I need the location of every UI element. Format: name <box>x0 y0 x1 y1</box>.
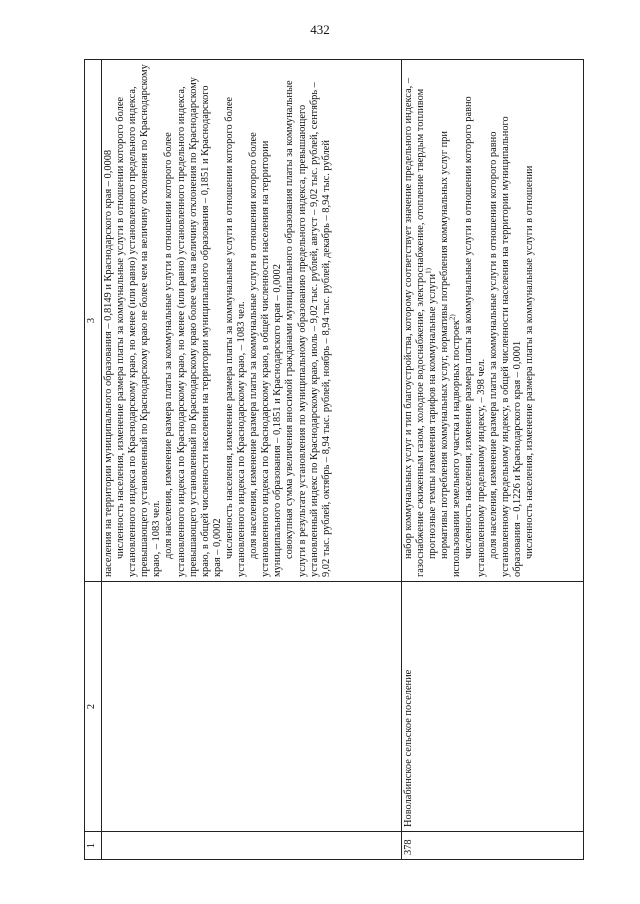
paragraph <box>524 64 536 577</box>
paragraph <box>284 64 332 577</box>
paragraph-text: совокупная сумма увеличения вносимой гражданами муниципального образования платы за коммунальные услуги в результате установления по муниципальному образованию предельного индекса, превышающего установленный индекс по Краснодарскому краю, июль – 9,02 тыс. рублей, август – 9,02 тыс. рублей, сентябрь – 9,02 тыс. рублей, октябрь – 8,94 тыс. рублей, ноябрь – 8,94 тыс. рублей, декабрь – 8,94 тыс. рублей <box>284 80 332 577</box>
paragraph <box>248 64 284 577</box>
paragraph <box>115 64 163 577</box>
table-row <box>402 60 584 860</box>
paragraph-text: населения на территории муниципального образования – 0,8149 и Краснодарского края – 0,0008 <box>103 149 114 577</box>
header-col-1: 1 <box>85 832 102 860</box>
footnote-marker: 2) <box>448 314 457 321</box>
paragraph <box>403 64 427 577</box>
paragraph <box>463 64 487 577</box>
paragraph-text: прогнозные темпы изменения тарифов на коммунальные услуги <box>427 273 439 559</box>
paragraph <box>163 64 223 577</box>
paragraph-text: численность населения, изменение размера платы за коммунальные услуги в отношении <box>523 165 535 559</box>
paragraph <box>103 64 115 577</box>
row-number: 378 <box>402 832 584 860</box>
header-col-3: 3 <box>85 60 102 582</box>
paragraph <box>488 64 524 577</box>
page-number: 432 <box>310 22 330 37</box>
paragraph-text: набор коммунальных услуг и тип благоустройства, которому соответствует значение предельного индекса, – газоснабжение сжиженным газом, холодное водоснабжение, электроснабжение, отопление твердым топливом <box>403 77 427 577</box>
paragraph <box>424 64 439 577</box>
data-table <box>84 59 584 860</box>
paragraph <box>439 64 463 577</box>
paragraph-text: доля населения, изменение размера платы за коммунальные услуги в отношении которого более установленного индекса по Краснодарскому краю, но менее (или равно) установленного предельного индекса, превышающего установленный по Краснодарскому краю более чем на величину отклонения по Краснодарскому краю, в общей численности населения на территории муниципального образования – 0,1851 и Краснодарского края – 0,0002 <box>163 76 223 577</box>
row-details <box>402 60 584 582</box>
table-row <box>102 60 402 860</box>
paragraph-text: численность населения, изменение размера платы за коммунальные услуги в отношении которого более установленного индекса по Краснодарскому краю, – 1083 чел. <box>223 96 248 577</box>
row-details <box>102 60 402 582</box>
row-number <box>102 832 402 860</box>
header-row <box>85 60 102 860</box>
footnote-marker: 1) <box>424 268 433 274</box>
header-col-2: 2 <box>85 582 102 832</box>
rotated-table <box>84 60 584 860</box>
row-name <box>102 582 402 832</box>
paragraph-text: нормативы потребления коммунальных услуг, нормативы потребления коммунальных услуг при использовании земельного участка и надворных построек <box>439 131 463 577</box>
paragraph <box>224 64 248 577</box>
row-name: Новолабинское сельское поселение <box>402 582 584 832</box>
paragraph-text: доля населения, изменение размера платы за коммунальные услуги в отношении которого более установленного индекса по Краснодарскому краю, в общей численности населения на территории муниципального образования – 0,1851 и Краснодарского края – 0,0002 <box>248 132 284 577</box>
rotated-table-wrapper <box>84 60 584 860</box>
paragraph-text: доля населения, изменение размера платы за коммунальные услуги в отношении которого равно установленному предельному индексу, в общей численности населения на территории муниципального образования – 0,1226 и Краснодарского края – 0,0001 <box>487 116 523 577</box>
paragraph-text: численность населения, изменение размера платы за коммунальные услуги в отношении которого равно установленному предельному индексу, – 398 чел. <box>463 96 487 577</box>
paragraph-text: численность населения, изменение размера платы за коммунальные услуги в отношении которого более установленного индекса по Краснодарскому краю, но менее (или равно) установленного предельного индекса, превышающего установленный по Краснодарскому краю не более чем на величину отклонения по Краснодарскому краю, – 1083 чел. <box>115 64 163 577</box>
